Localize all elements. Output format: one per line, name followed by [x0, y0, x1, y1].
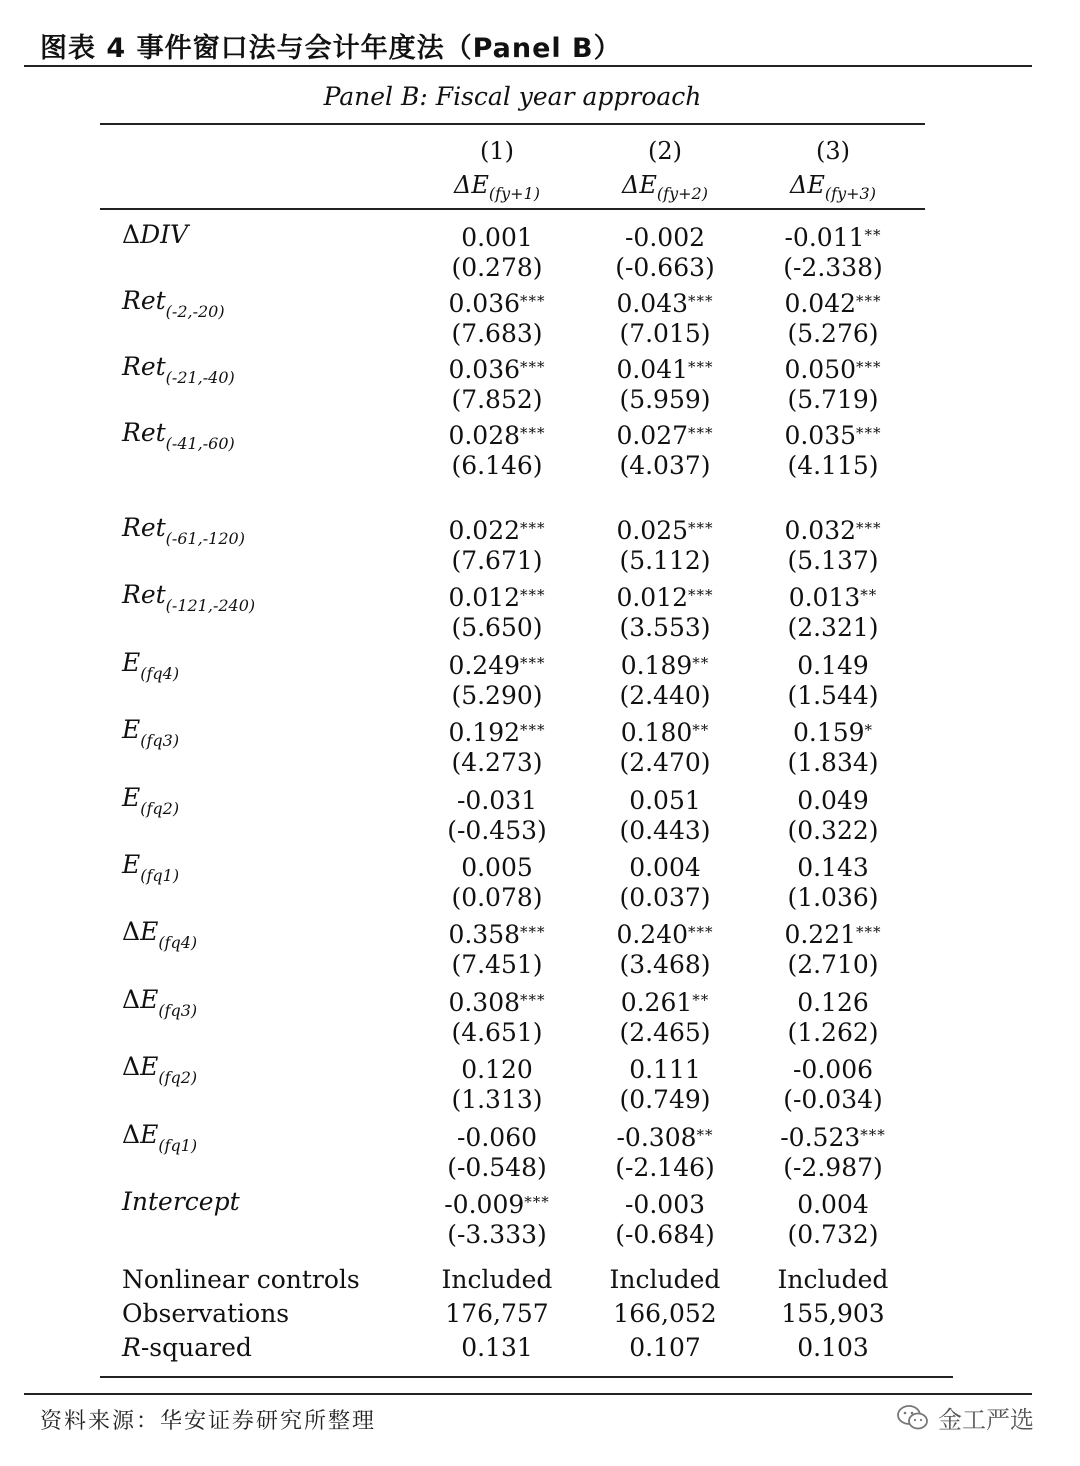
t-stat-cell: (0.322) — [787, 816, 879, 845]
title-rule — [24, 65, 1032, 67]
coefficient-value: 0.189 — [620, 651, 693, 680]
table-top-rule — [100, 123, 925, 125]
table-row-tstat — [0, 1083, 1080, 1117]
significance-stars: ** — [692, 721, 710, 739]
coefficient-value: 0.004 — [797, 1190, 869, 1219]
column-variable: ΔE — [454, 171, 489, 199]
coefficient-cell — [738, 218, 928, 255]
t-stat-cell: (7.451) — [451, 950, 543, 979]
t-stat-cell: (1.834) — [787, 748, 879, 777]
row-variable: Ret — [122, 513, 166, 542]
t-stat-cell: (1.262) — [787, 1018, 879, 1047]
t-stat-cell: (-2.338) — [783, 253, 883, 282]
coefficient-cell — [402, 1185, 592, 1222]
coefficient-value: -0.006 — [792, 1055, 874, 1084]
coefficient-cell — [738, 578, 928, 615]
t-stat-cell: (5.276) — [787, 319, 879, 348]
coefficient-cell — [738, 350, 928, 387]
table-row-tstat — [0, 544, 1080, 578]
summary-value: Included — [609, 1265, 721, 1294]
row-prefix: Δ — [122, 985, 141, 1014]
table-row-tstat — [0, 1151, 1080, 1185]
coefficient-cell — [402, 848, 592, 885]
coefficient-value: 0.149 — [797, 651, 869, 680]
coefficient-value: 0.022 — [448, 516, 521, 545]
coefficient-value: 0.042 — [784, 289, 857, 318]
coefficient-value: -0.002 — [624, 223, 706, 252]
coefficient-cell — [402, 646, 592, 683]
t-stat-cell: (0.749) — [619, 1085, 711, 1114]
coefficient-value: 0.041 — [616, 355, 689, 384]
row-variable: Intercept — [122, 1187, 240, 1216]
coefficient-cell — [738, 511, 928, 548]
coefficient-value: -0.009 — [444, 1190, 525, 1219]
t-stat-cell: (3.468) — [619, 950, 711, 979]
significance-stars: *** — [856, 358, 882, 376]
significance-stars: * — [864, 721, 874, 739]
t-stat-cell: (7.015) — [619, 319, 711, 348]
coefficient-cell — [402, 1050, 592, 1087]
row-variable: DIV — [140, 220, 189, 249]
summary-label: Observations — [122, 1299, 290, 1328]
row-variable: E — [122, 850, 141, 879]
coefficient-value: 0.358 — [448, 920, 521, 949]
summary-label: Nonlinear controls — [122, 1265, 360, 1294]
coefficient-cell — [570, 218, 760, 255]
t-stat-cell: (7.852) — [451, 385, 543, 414]
t-stat-cell: (2.710) — [787, 950, 879, 979]
coefficient-value: 0.240 — [616, 920, 689, 949]
row-subscript: (fq3) — [158, 1001, 198, 1020]
t-stat-cell: (-2.146) — [615, 1153, 715, 1182]
significance-stars: *** — [688, 519, 714, 537]
row-variable: Ret — [122, 352, 166, 381]
column-variable: ΔE — [622, 171, 657, 199]
row-variable: Ret — [122, 580, 166, 609]
column-number: (2) — [648, 137, 682, 165]
summary-value: 0.131 — [461, 1333, 533, 1362]
coefficient-value: -0.060 — [456, 1123, 538, 1152]
row-variable: E — [122, 783, 141, 812]
significance-stars: ** — [692, 991, 710, 1009]
coefficient-cell — [570, 1050, 760, 1087]
coefficient-value: -0.011 — [784, 223, 865, 252]
t-stat-cell: (2.465) — [619, 1018, 711, 1047]
table-row — [0, 1185, 1080, 1219]
significance-stars: *** — [856, 424, 882, 442]
t-stat-cell: (4.115) — [787, 451, 879, 480]
significance-stars: *** — [520, 721, 546, 739]
coefficient-cell — [570, 511, 760, 548]
row-subscript: (-121,-240) — [165, 596, 256, 615]
coefficient-cell — [570, 350, 760, 387]
row-subscript: (fq4) — [158, 933, 198, 952]
coefficient-cell — [738, 1185, 928, 1222]
coefficient-cell — [738, 848, 928, 885]
table-row-tstat — [0, 383, 1080, 417]
coefficient-value: 0.192 — [448, 718, 521, 747]
t-stat-cell: (3.553) — [619, 613, 711, 642]
significance-stars: ** — [860, 586, 878, 604]
summary-value: 0.103 — [797, 1333, 869, 1362]
summary-value: Included — [777, 1265, 889, 1294]
column-variable: ΔE — [790, 171, 825, 199]
coefficient-cell — [402, 511, 592, 548]
row-prefix: Δ — [122, 220, 141, 249]
coefficient-value: 0.012 — [448, 583, 521, 612]
coefficient-cell — [402, 713, 592, 750]
table-bottom-rule — [100, 1376, 953, 1378]
column-subscript: (fy+2) — [656, 184, 708, 203]
table-row-tstat — [0, 948, 1080, 982]
coefficient-cell — [402, 983, 592, 1020]
coefficient-cell — [570, 1185, 760, 1222]
row-prefix: Δ — [122, 917, 141, 946]
coefficient-cell — [738, 1118, 928, 1155]
coefficient-cell — [402, 578, 592, 615]
table-row-tstat — [0, 746, 1080, 780]
coefficient-value: 0.221 — [784, 920, 857, 949]
t-stat-cell: (1.544) — [787, 681, 879, 710]
row-subscript: (fq1) — [140, 866, 180, 885]
coefficient-cell — [570, 284, 760, 321]
column-number: (3) — [816, 137, 850, 165]
table-row — [0, 713, 1080, 750]
t-stat-cell: (-0.453) — [447, 816, 547, 845]
significance-stars: *** — [688, 923, 714, 941]
row-subscript: (fq4) — [140, 664, 180, 683]
significance-stars: *** — [520, 586, 546, 604]
coefficient-cell — [738, 983, 928, 1020]
significance-stars: *** — [688, 292, 714, 310]
coefficient-cell — [570, 646, 760, 683]
summary-row — [0, 1263, 1080, 1297]
source-note: 资料来源：华安证券研究所整理 — [40, 1409, 377, 1434]
column-number: (1) — [480, 137, 514, 165]
coefficient-value: 0.027 — [616, 421, 689, 450]
t-stat-cell: (5.290) — [451, 681, 543, 710]
coefficient-cell — [738, 284, 928, 321]
coefficient-value: 0.035 — [784, 421, 857, 450]
t-stat-cell: (-3.333) — [447, 1220, 547, 1249]
table-row — [0, 578, 1080, 615]
coefficient-cell — [402, 350, 592, 387]
coefficient-cell — [570, 781, 760, 818]
coefficient-cell — [738, 416, 928, 453]
row-variable: E — [122, 715, 141, 744]
row-variable: E — [122, 648, 141, 677]
t-stat-cell: (4.651) — [451, 1018, 543, 1047]
table-row — [0, 915, 1080, 952]
significance-stars: *** — [520, 358, 546, 376]
table-row-tstat — [0, 611, 1080, 645]
coefficient-cell — [738, 646, 928, 683]
significance-stars: *** — [524, 1193, 550, 1211]
significance-stars: *** — [856, 923, 882, 941]
summary-value: 0.107 — [629, 1333, 701, 1362]
coefficient-cell — [738, 1050, 928, 1087]
table-row — [0, 1050, 1080, 1087]
coefficient-cell — [402, 416, 592, 453]
coefficient-cell — [402, 218, 592, 255]
t-stat-cell: (0.037) — [619, 883, 711, 912]
table-row-tstat — [0, 1016, 1080, 1050]
coefficient-value: 0.012 — [616, 583, 689, 612]
significance-stars: *** — [520, 424, 546, 442]
summary-value: 176,757 — [445, 1299, 549, 1328]
t-stat-cell: (-0.548) — [447, 1153, 547, 1182]
column-header-3 — [758, 134, 908, 211]
significance-stars: *** — [520, 519, 546, 537]
coefficient-cell — [570, 915, 760, 952]
significance-stars: *** — [688, 586, 714, 604]
t-stat-cell: (6.146) — [451, 451, 543, 480]
table-row — [0, 416, 1080, 453]
summary-row — [0, 1297, 1080, 1331]
column-subscript: (fy+3) — [824, 184, 876, 203]
table-row-tstat — [0, 317, 1080, 351]
coefficient-value: 0.036 — [448, 355, 521, 384]
row-subscript: (fq1) — [158, 1136, 198, 1155]
coefficient-cell — [402, 915, 592, 952]
t-stat-cell: (0.443) — [619, 816, 711, 845]
row-subscript: (fq3) — [140, 731, 180, 750]
t-stat-cell: (1.313) — [451, 1085, 543, 1114]
coefficient-value: 0.043 — [616, 289, 689, 318]
t-stat-cell: (5.650) — [451, 613, 543, 642]
significance-stars: *** — [520, 654, 546, 672]
footer-rule — [24, 1393, 1032, 1395]
table-row-tstat — [0, 1218, 1080, 1252]
header-rule — [100, 208, 925, 210]
figure-title: 图表 4 事件窗口法与会计年度法（Panel B） — [40, 33, 622, 64]
coefficient-value: 0.111 — [629, 1055, 701, 1084]
row-prefix: Δ — [122, 1052, 141, 1081]
coefficient-cell — [402, 781, 592, 818]
t-stat-cell: (5.137) — [787, 546, 879, 575]
table-row-tstat — [0, 251, 1080, 285]
coefficient-cell — [402, 1118, 592, 1155]
t-stat-cell: (-0.663) — [615, 253, 715, 282]
table-row — [0, 848, 1080, 885]
t-stat-cell: (7.683) — [451, 319, 543, 348]
table-row — [0, 646, 1080, 683]
coefficient-cell — [570, 848, 760, 885]
row-subscript: (-21,-40) — [165, 368, 235, 387]
t-stat-cell: (4.273) — [451, 748, 543, 777]
column-header-1 — [422, 134, 572, 211]
coefficient-value: -0.031 — [456, 786, 538, 815]
table-row — [0, 1118, 1080, 1155]
t-stat-cell: (0.278) — [451, 253, 543, 282]
row-variable: Ret — [122, 286, 166, 315]
coefficient-value: 0.249 — [448, 651, 521, 680]
t-stat-cell: (0.078) — [451, 883, 543, 912]
summary-row — [0, 1331, 1080, 1365]
t-stat-cell: (1.036) — [787, 883, 879, 912]
table-row-tstat — [0, 449, 1080, 483]
summary-label-rest: -squared — [140, 1333, 252, 1362]
significance-stars: *** — [688, 424, 714, 442]
table-row-tstat — [0, 881, 1080, 915]
coefficient-value: 0.013 — [788, 583, 861, 612]
coefficient-value: -0.523 — [780, 1123, 861, 1152]
coefficient-value: 0.050 — [784, 355, 857, 384]
t-stat-cell: (0.732) — [787, 1220, 879, 1249]
watermark — [896, 1400, 1034, 1435]
t-stat-cell: (5.112) — [619, 546, 711, 575]
significance-stars: *** — [520, 923, 546, 941]
table-row — [0, 983, 1080, 1020]
row-subscript: (fq2) — [140, 799, 180, 818]
coefficient-value: 0.004 — [629, 853, 701, 882]
coefficient-value: 0.120 — [461, 1055, 533, 1084]
summary-value: 166,052 — [613, 1299, 717, 1328]
significance-stars: *** — [856, 292, 882, 310]
t-stat-cell: (4.037) — [619, 451, 711, 480]
summary-value: Included — [441, 1265, 553, 1294]
significance-stars: *** — [520, 991, 546, 1009]
row-subscript: (-41,-60) — [165, 434, 235, 453]
row-variable: E — [140, 1052, 159, 1081]
row-variable: E — [140, 1120, 159, 1149]
coefficient-value: 0.126 — [797, 988, 869, 1017]
summary-label-italic: R — [122, 1333, 141, 1362]
t-stat-cell: (-0.684) — [615, 1220, 715, 1249]
row-variable: E — [140, 985, 159, 1014]
row-subscript: (-2,-20) — [165, 302, 225, 321]
row-subscript: (-61,-120) — [165, 529, 245, 548]
t-stat-cell: (7.671) — [451, 546, 543, 575]
coefficient-value: 0.005 — [461, 853, 533, 882]
coefficient-value: 0.051 — [629, 786, 701, 815]
significance-stars: *** — [520, 292, 546, 310]
panel-title: Panel B: Fiscal year approach — [323, 82, 702, 111]
significance-stars: *** — [860, 1126, 886, 1144]
table-row — [0, 218, 1080, 252]
significance-stars: ** — [696, 1126, 714, 1144]
table-row — [0, 511, 1080, 548]
coefficient-cell — [570, 1118, 760, 1155]
table-row-tstat — [0, 814, 1080, 848]
coefficient-value: 0.028 — [448, 421, 521, 450]
coefficient-value: 0.159 — [792, 718, 865, 747]
row-prefix: Δ — [122, 1120, 141, 1149]
coefficient-value: -0.308 — [616, 1123, 697, 1152]
table-row-tstat — [0, 679, 1080, 713]
coefficient-cell — [570, 713, 760, 750]
column-subscript: (fy+1) — [488, 184, 540, 203]
summary-label — [122, 1331, 252, 1365]
summary-value: 155,903 — [781, 1299, 885, 1328]
coefficient-value: 0.032 — [784, 516, 857, 545]
coefficient-value: 0.025 — [616, 516, 689, 545]
t-stat-cell: (-2.987) — [783, 1153, 883, 1182]
coefficient-value: -0.003 — [624, 1190, 706, 1219]
wechat-icon — [896, 1403, 930, 1433]
significance-stars: *** — [856, 519, 882, 537]
significance-stars: *** — [688, 358, 714, 376]
table-row — [0, 781, 1080, 818]
t-stat-cell: (5.719) — [787, 385, 879, 414]
table-row — [0, 284, 1080, 321]
table-row — [0, 350, 1080, 387]
t-stat-cell: (-0.034) — [783, 1085, 883, 1114]
coefficient-cell — [738, 915, 928, 952]
coefficient-cell — [570, 578, 760, 615]
coefficient-value: 0.049 — [797, 786, 869, 815]
coefficient-value: 0.143 — [797, 853, 869, 882]
coefficient-value: 0.308 — [448, 988, 521, 1017]
coefficient-cell — [402, 284, 592, 321]
significance-stars: ** — [692, 654, 710, 672]
t-stat-cell: (5.959) — [619, 385, 711, 414]
coefficient-cell — [738, 713, 928, 750]
t-stat-cell: (2.321) — [787, 613, 879, 642]
row-variable: E — [140, 917, 159, 946]
coefficient-cell — [570, 983, 760, 1020]
coefficient-cell — [570, 416, 760, 453]
row-subscript: (fq2) — [158, 1068, 198, 1087]
coefficient-value: 0.036 — [448, 289, 521, 318]
coefficient-value: 0.001 — [461, 223, 533, 252]
column-header-2 — [590, 134, 740, 211]
coefficient-cell — [738, 781, 928, 818]
significance-stars: ** — [864, 226, 882, 244]
coefficient-value: 0.261 — [620, 988, 693, 1017]
row-variable: Ret — [122, 418, 166, 447]
t-stat-cell: (2.470) — [619, 748, 711, 777]
watermark-text: 金工严选 — [938, 1406, 1034, 1434]
t-stat-cell: (2.440) — [619, 681, 711, 710]
coefficient-value: 0.180 — [620, 718, 693, 747]
